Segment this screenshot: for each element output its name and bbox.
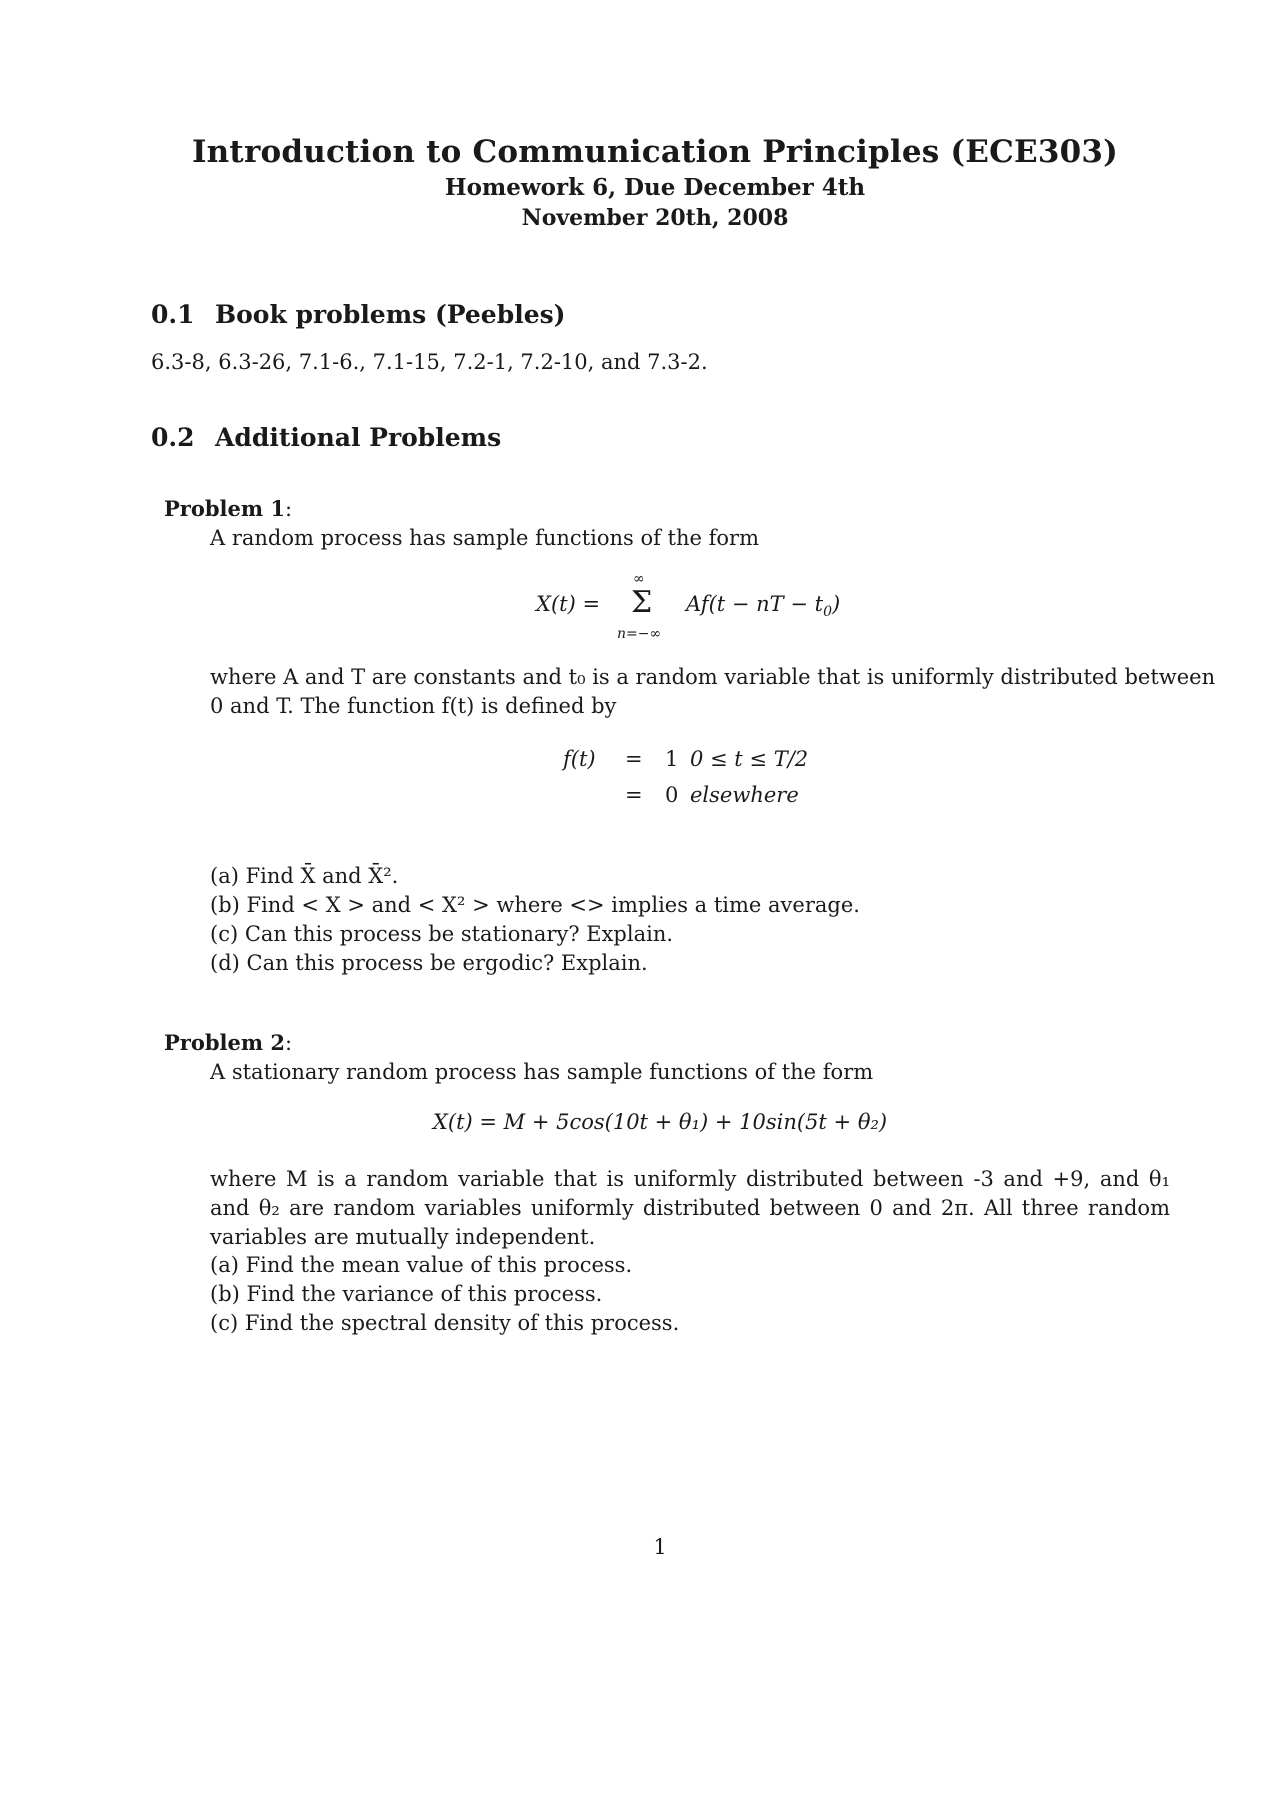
- problem-1-heading: [164, 496, 292, 521]
- document-title: Introduction to Communication Principles (ECE303): [191, 134, 1119, 170]
- section-title: Additional Problems: [215, 423, 502, 452]
- piecewise-lhs: f(t): [563, 747, 596, 771]
- section-heading-additional-problems: [151, 423, 501, 452]
- section-heading-book-problems: [151, 300, 566, 329]
- problem-1-part-a: (a) Find X̄ and X̄².: [210, 864, 399, 888]
- book-problems-list: 6.3-8, 6.3-26, 7.1-6., 7.1-15, 7.2-1, 7.2-10, and 7.3-2.: [151, 350, 708, 374]
- problem-1-part-b: (b) Find < X > and < X² > where <> implies a time average.: [210, 893, 860, 917]
- problem-label: Problem 2: [164, 1030, 286, 1055]
- problem-label: Problem 1: [164, 496, 286, 521]
- problem-2-description: where M is a random variable that is uniformly distributed between -3 and +9, and θ₁ and θ₂ are random variables uniformly distributed between 0 and 2π. All three random variables are mutually independent.: [210, 1167, 1170, 1249]
- problem-colon: :: [285, 1031, 293, 1055]
- problem-colon: :: [285, 497, 293, 521]
- problem-2-intro: A stationary random process has sample functions of the form: [210, 1060, 874, 1084]
- problem-1-part-c: (c) Can this process be stationary? Explain.: [210, 922, 674, 946]
- problem-1-part-d: (d) Can this process be ergodic? Explain.: [210, 951, 648, 975]
- summation-sign: Σ: [631, 585, 653, 620]
- problem-2-heading: [164, 1030, 292, 1055]
- piecewise-equals: =: [625, 783, 643, 807]
- piecewise-case-1-value: 1: [665, 747, 679, 771]
- problem-1-description-line-1: where A and T are constants and t₀ is a random variable that is uniformly distributed between: [210, 665, 1216, 689]
- document-date: November 20th, 2008: [521, 205, 789, 231]
- problem-1-intro: A random process has sample functions of the form: [210, 526, 759, 550]
- section-number: 0.2: [151, 423, 195, 452]
- sum-lower-limit: n=−∞: [617, 626, 662, 642]
- problem-2-equation: X(t) = M + 5cos(10t + θ₁) + 10sin(5t + θ₂): [432, 1110, 888, 1134]
- homework-subtitle: Homework 6, Due December 4th: [444, 174, 866, 201]
- piecewise-case-2-condition: elsewhere: [690, 783, 799, 807]
- piecewise-equals: =: [625, 747, 643, 771]
- page-number: 1: [653, 1535, 667, 1559]
- sum-upper-limit: ∞: [633, 571, 645, 587]
- problem-2-part-a: (a) Find the mean value of this process.: [210, 1253, 633, 1277]
- equation-lhs: X(t) =: [536, 592, 601, 616]
- piecewise-case-1-condition: 0 ≤ t ≤ T/2: [690, 747, 809, 771]
- problem-2-part-b: (b) Find the variance of this process.: [210, 1282, 603, 1306]
- section-number: 0.1: [151, 300, 195, 329]
- problem-1-description-line-2: 0 and T. The function f(t) is defined by: [210, 694, 617, 718]
- problem-2-part-c: (c) Find the spectral density of this process.: [210, 1311, 680, 1335]
- section-title: Book problems (Peebles): [215, 300, 566, 329]
- piecewise-case-2-value: 0: [665, 783, 679, 807]
- equation-rhs: Af(t − nT − $t_0$): [686, 592, 841, 621]
